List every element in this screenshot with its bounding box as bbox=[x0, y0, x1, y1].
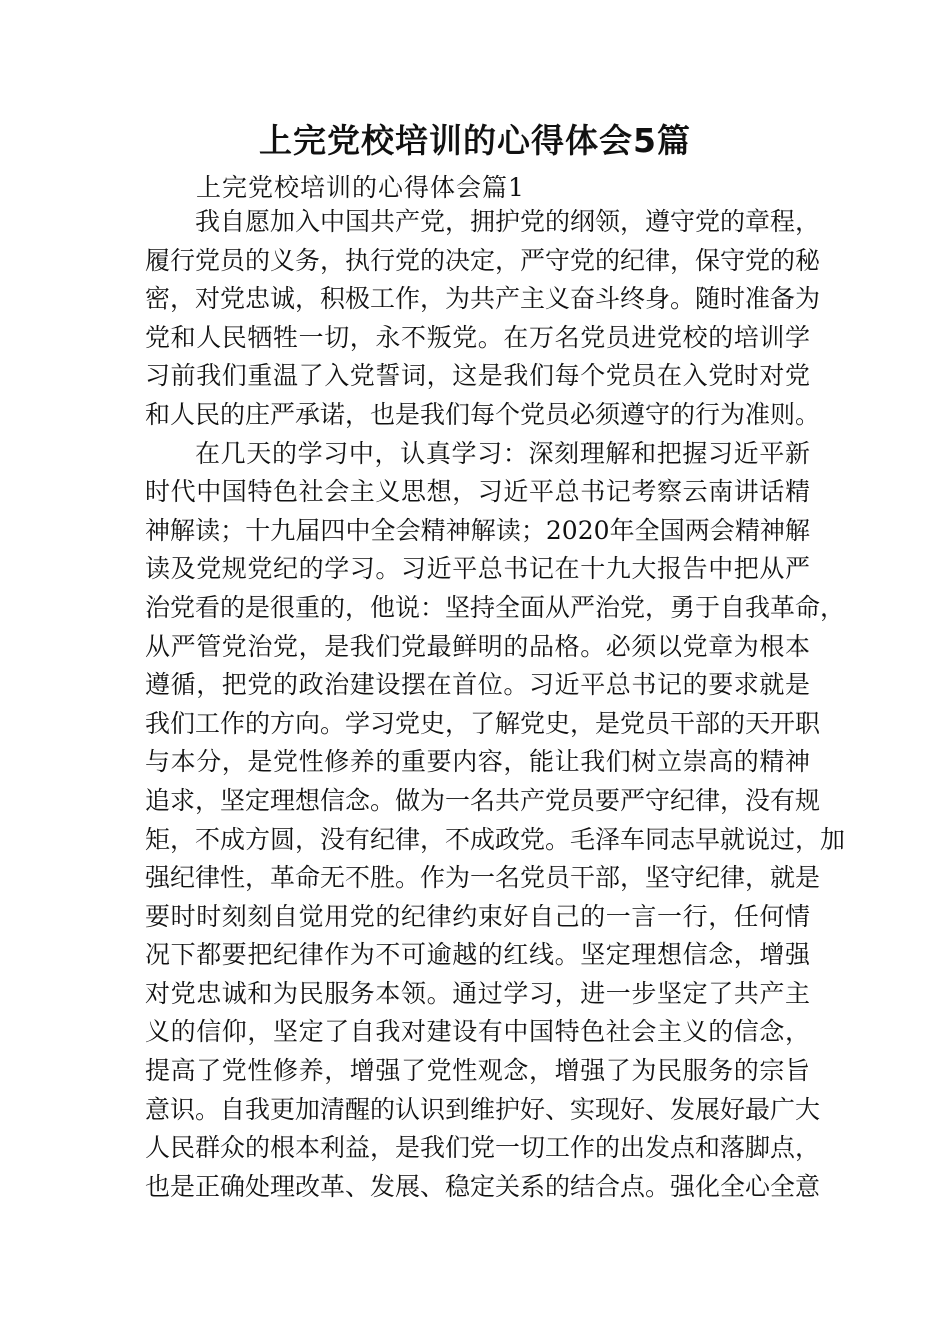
text-line: 神解读；十九届四中全会精神解读；2020年全国两会精神解 bbox=[145, 515, 810, 545]
text-line: 治党看的是很重的，他说：坚持全面从严治党，勇于自我革命， bbox=[145, 592, 846, 622]
text-line: 在几天的学习中，认真学习：深刻理解和把握习近平新 bbox=[195, 438, 810, 468]
text-line: 遵循，把党的政治建设摆在首位。习近平总书记的要求就是 bbox=[145, 670, 810, 700]
document-body bbox=[145, 203, 846, 1206]
document-title: 上完党校培训的心得体会5篇 bbox=[259, 121, 691, 160]
text-line: 履行党员的义务，执行党的决定，严守党的纪律，保守党的秘 bbox=[145, 245, 821, 275]
text-line: 人民群众的根本利益，是我们党一切工作的出发点和落脚点， bbox=[145, 1133, 821, 1163]
paragraph-1 bbox=[145, 203, 821, 435]
section-heading: 上完党校培训的心得体会篇1 bbox=[196, 173, 525, 202]
text-line: 要时时刻刻自觉用党的纪律约束好自己的一言一行，任何情 bbox=[145, 901, 810, 931]
text-line: 义的信仰，坚定了自我对建设有中国特色社会主义的信念， bbox=[145, 1017, 810, 1047]
text-line: 读及党规党纪的学习。习近平总书记在十九大报告中把从严 bbox=[145, 554, 810, 584]
text-line: 密，对党忠诚，积极工作，为共产主义奋斗终身。随时准备为 bbox=[145, 284, 821, 314]
text-line: 党和人民牺牲一切，永不叛党。在万名党员进党校的培训学 bbox=[145, 322, 810, 352]
text-line: 矩，不成方圆，没有纪律，不成政党。毛泽车同志早就说过，加 bbox=[145, 824, 846, 854]
text-line: 时代中国特色社会主义思想，习近平总书记考察云南讲话精 bbox=[145, 477, 810, 507]
text-line: 追求，坚定理想信念。做为一名共产党员要严守纪律，没有规 bbox=[145, 785, 821, 815]
text-line: 况下都要把纪律作为不可逾越的红线。坚定理想信念，增强 bbox=[145, 940, 810, 970]
text-line: 习前我们重温了入党誓词，这是我们每个党员在入党时对党 bbox=[145, 361, 810, 391]
text-line: 提高了党性修养，增强了党性观念，增强了为民服务的宗旨 bbox=[145, 1056, 810, 1086]
text-line: 我们工作的方向。学习党史，了解党史，是党员干部的天开职 bbox=[145, 708, 821, 738]
text-line: 意识。自我更加清醒的认识到维护好、实现好、发展好最广大 bbox=[145, 1094, 821, 1124]
text-line: 与本分，是党性修养的重要内容，能让我们树立崇高的精神 bbox=[145, 747, 810, 777]
text-line: 和人民的庄严承诺，也是我们每个党员必须遵守的行为准则。 bbox=[145, 399, 821, 429]
text-line: 我自愿加入中国共产党，拥护党的纲领，遵守党的章程， bbox=[195, 207, 821, 236]
text-line: 强纪律性，革命无不胜。作为一名党员干部，坚守纪律，就是 bbox=[145, 863, 821, 893]
paragraph-2 bbox=[145, 435, 846, 1207]
text-line: 对党忠诚和为民服务本领。通过学习，进一步坚定了共产主 bbox=[145, 978, 810, 1008]
text-line: 也是正确处理改革、发展、稳定关系的结合点。强化全心全意 bbox=[145, 1171, 821, 1201]
text-line: 从严管党治党，是我们党最鲜明的品格。必须以党章为根本 bbox=[145, 631, 810, 661]
